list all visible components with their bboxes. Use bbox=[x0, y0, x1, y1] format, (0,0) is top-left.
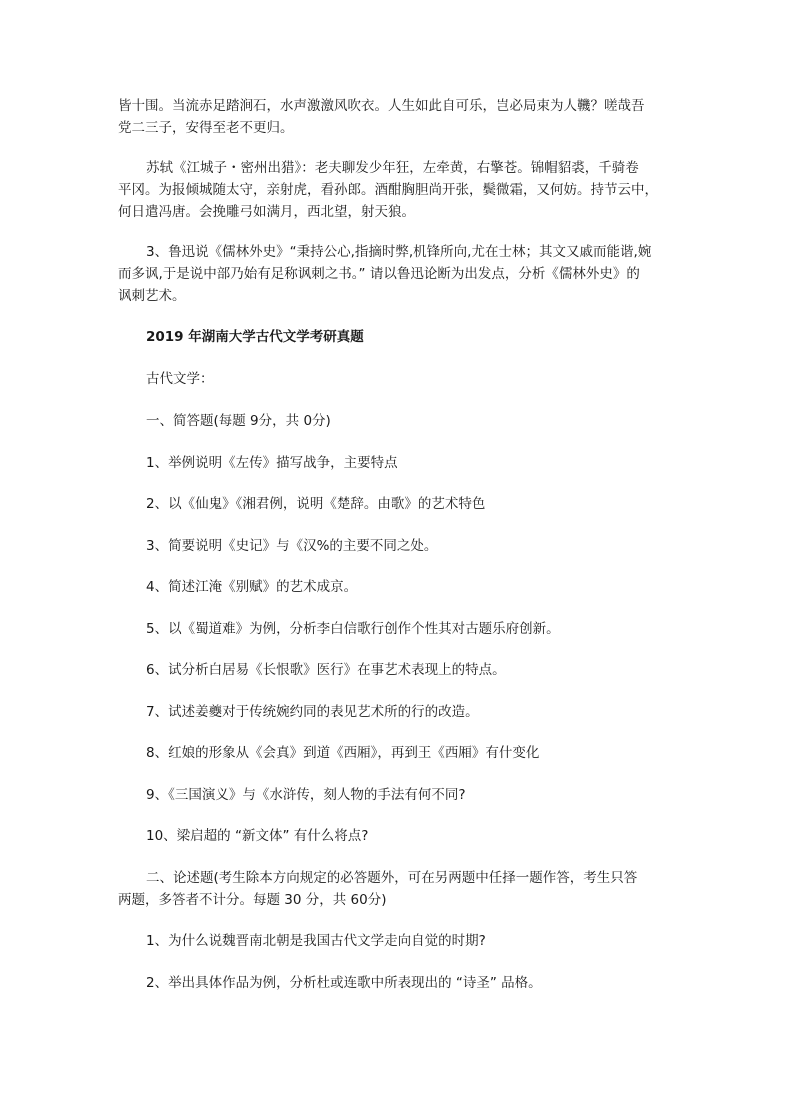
text-line: 苏轼《江城子・密州出猎》：老夫聊发少年狂，左牵黄，右擎苍。锦帽貂裘，千骑卷 bbox=[146, 160, 639, 176]
part2-title-line: 二、论述题(考生除本方向规定的必答题外，可在另两题中任择一题作答，考生只答 bbox=[146, 870, 638, 886]
text-line: 皆十围。当流赤足踏涧石，水声激激风吹衣。人生如此自可乐，岂必局束为人鞿？嗟哉吾 bbox=[118, 98, 645, 114]
text-line: 平冈。为报倾城随太守，亲射虎，看孙郎。酒酣胸胆尚开张，鬓微霜，又何妨。持节云中， bbox=[118, 182, 658, 198]
text-line: 党二三子，安得至老不更归。 bbox=[118, 120, 294, 136]
text-line: 3、鲁迅说《儒林外史》“秉持公心,指摘时弊,机锋所向,尤在士林；其文又戚而能谐,婉 bbox=[146, 244, 652, 260]
question-item: 8、红娘的形象从《会真》到道《西厢》，再到王《西厢》有什变化 bbox=[146, 745, 540, 761]
question-item: 1、举例说明《左传》描写战争，主要特点 bbox=[146, 455, 398, 471]
question-item: 5、以《蜀道难》为例，分析李白信歌行创作个性其对古题乐府创新。 bbox=[146, 621, 560, 637]
question-item: 9、《三国演义》与《水浒传，刻人物的手法有何不同? bbox=[146, 787, 466, 803]
part1-title: 一、简答题(每题 9分，共 0分) bbox=[146, 413, 331, 429]
question-3-paragraph bbox=[118, 241, 678, 307]
text-line: 何日遣冯唐。会挽雕弓如满月，西北望，射天狼。 bbox=[118, 204, 415, 220]
question-item: 2、举出具体作品为例，分析杜或连歌中所表现出的 “诗圣” 品格。 bbox=[146, 975, 542, 991]
question-item: 2、以《仙鬼》《湘君例，说明《楚辞。由歌》的艺术特色 bbox=[146, 496, 486, 512]
part2-title-line: 两题，多答者不计分。每题 30 分，共 60分) bbox=[118, 892, 387, 908]
text-line: 而多讽,于是说中部乃始有足称讽刺之书。” 请以鲁迅论断为出发点，分析《儒林外史》的 bbox=[118, 266, 640, 282]
section-label: 古代文学： bbox=[146, 371, 214, 387]
text-line: 讽刺艺术。 bbox=[118, 288, 186, 304]
question-item: 10、梁启超的 “新文体” 有什么将点? bbox=[146, 828, 369, 844]
sushi-poem-paragraph bbox=[118, 157, 678, 223]
question-item: 1、为什么说魏晋南北朝是我国古代文学走向自觉的时期? bbox=[146, 933, 486, 949]
question-item: 4、简述江淹《别赋》的艺术成京。 bbox=[146, 579, 358, 595]
continued-paragraph bbox=[118, 95, 678, 139]
question-item: 3、简要说明《史记》与《汉%的主要不同之处。 bbox=[146, 538, 438, 554]
exam-title: 2019 年湖南大学古代文学考研真题 bbox=[146, 329, 364, 345]
question-item: 6、试分析白居易《长恨歌》医行》在事艺术表现上的特点。 bbox=[146, 662, 506, 678]
question-item: 7、试述姜夔对于传统婉约同的表见艺术所的行的改造。 bbox=[146, 704, 479, 720]
